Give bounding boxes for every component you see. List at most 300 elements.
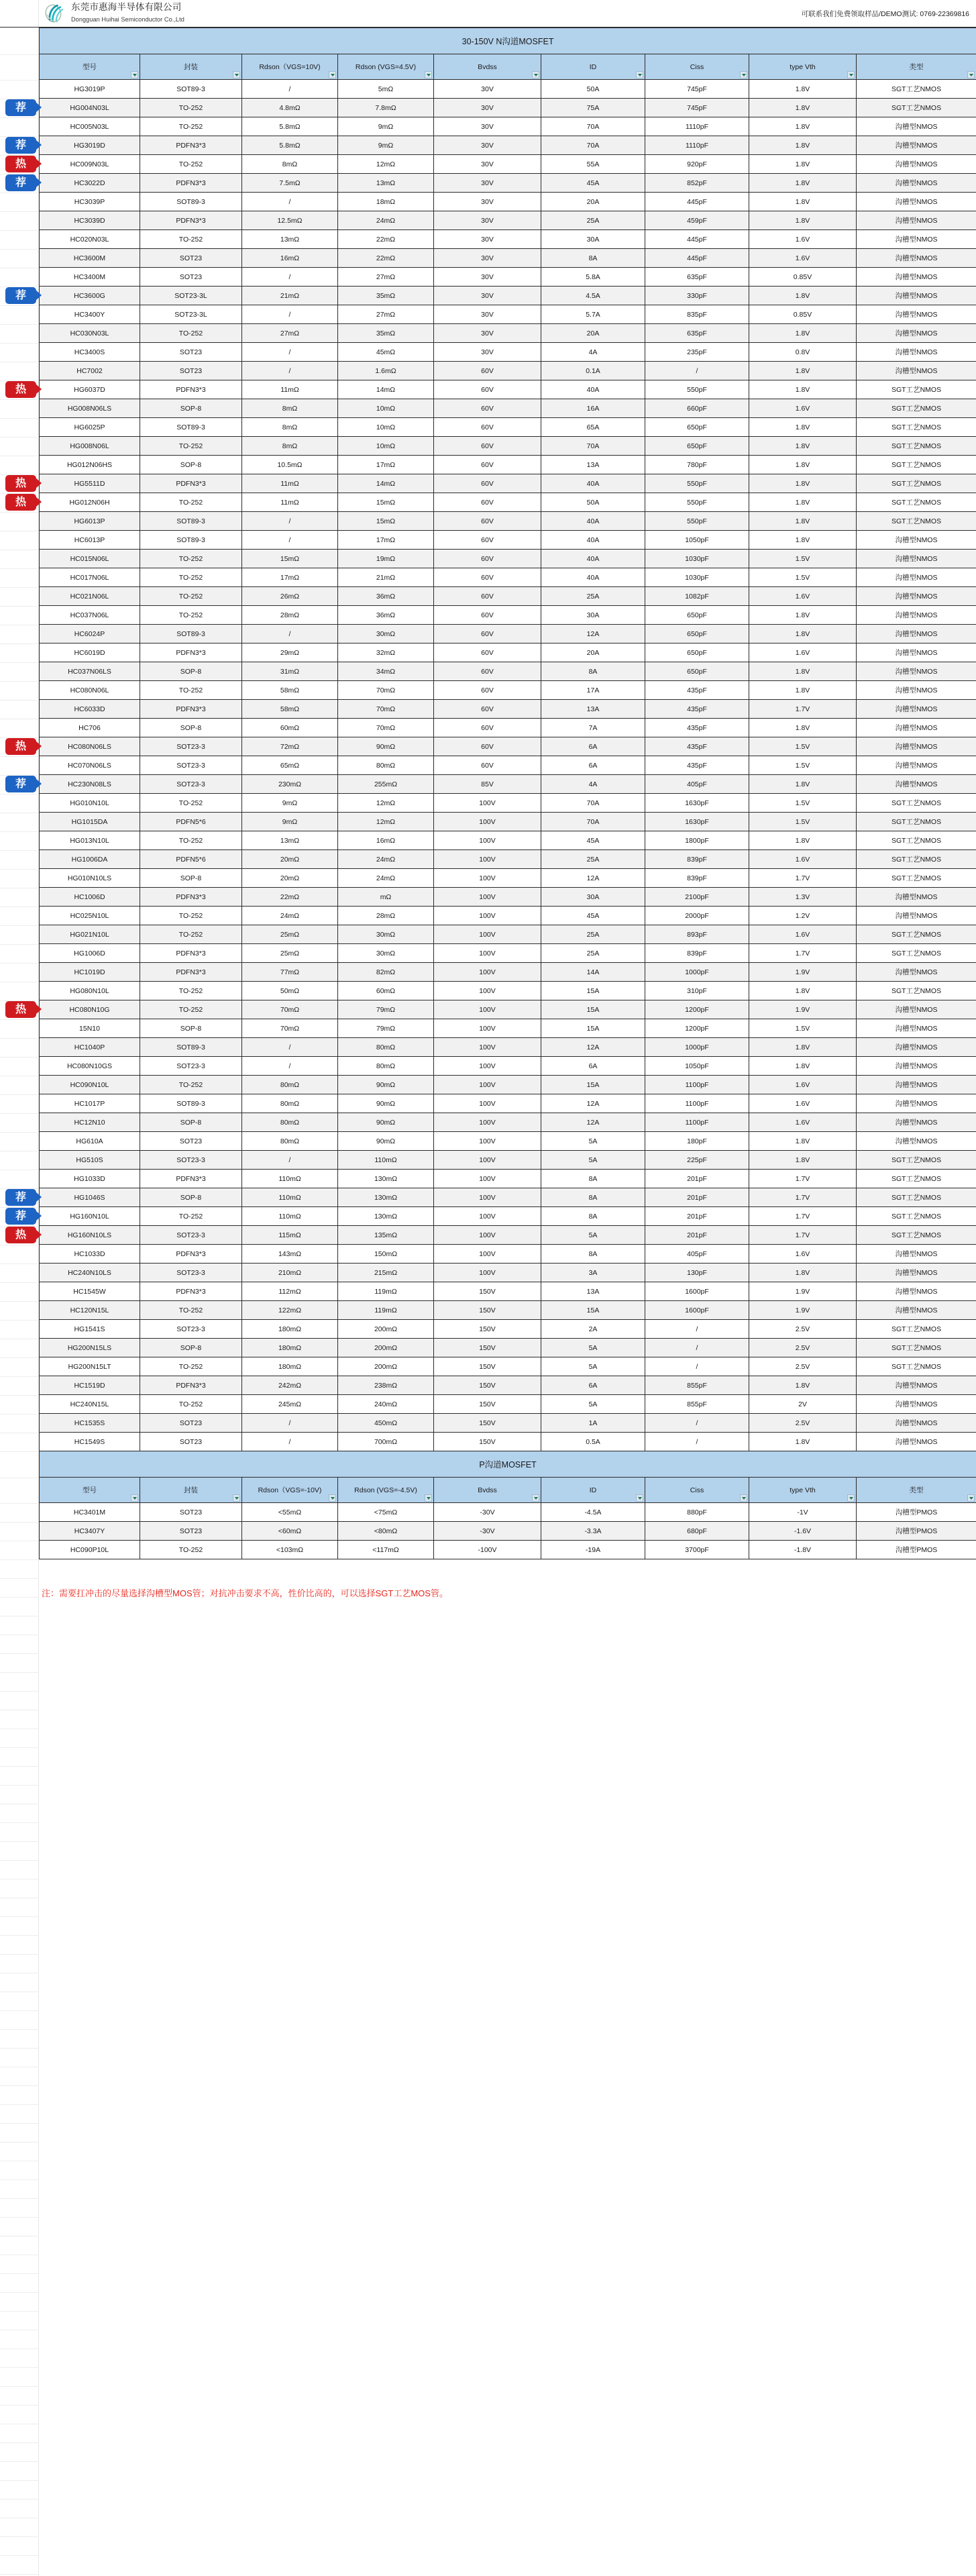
table-row[interactable] xyxy=(40,193,976,211)
filter-dropdown-icon[interactable] xyxy=(967,71,975,79)
gutter-row-line xyxy=(0,2292,39,2293)
cell-type: 沟槽型NMOS xyxy=(857,531,976,550)
cell-vth: 2.5V xyxy=(749,1414,857,1433)
cell-package: PDFN3*3 xyxy=(140,1282,242,1301)
table-row[interactable] xyxy=(40,399,976,418)
cell-id: 55A xyxy=(541,155,645,174)
table-row[interactable] xyxy=(40,869,976,888)
table-row[interactable] xyxy=(40,80,976,99)
cell-type: 沟槽型NMOS xyxy=(857,1245,976,1264)
cell-model: HC3400S xyxy=(40,343,140,362)
table-row[interactable] xyxy=(40,550,976,568)
cell-rdson10: 80mΩ xyxy=(242,1132,338,1151)
table-row[interactable] xyxy=(40,1057,976,1076)
table-row[interactable] xyxy=(40,493,976,512)
gutter-row-line xyxy=(0,756,39,757)
hot-badge: 热 xyxy=(5,475,36,492)
hot-badge: 热 xyxy=(5,494,36,511)
cell-package: SOP-8 xyxy=(140,719,242,737)
cell-package: TO-252 xyxy=(140,550,242,568)
cell-model: HC3401M xyxy=(40,1503,140,1522)
gutter-row-line xyxy=(0,80,39,81)
column-header: 封装 xyxy=(140,1478,242,1503)
cell-bvdss: 85V xyxy=(434,775,541,794)
table-row[interactable] xyxy=(40,1264,976,1282)
cell-ciss: 1600pF xyxy=(645,1301,749,1320)
cell-package: SOT89-3 xyxy=(140,80,242,99)
cell-model: HC3407Y xyxy=(40,1522,140,1541)
cell-rdson10: 230mΩ xyxy=(242,775,338,794)
gutter-row-line xyxy=(0,1822,39,1823)
cell-type: 沟槽型PMOS xyxy=(857,1503,976,1522)
table-row[interactable] xyxy=(40,437,976,456)
cell-rdson10: 12.5mΩ xyxy=(242,211,338,230)
cell-type: 沟槽型NMOS xyxy=(857,249,976,268)
cell-package: PDFN3*3 xyxy=(140,1376,242,1395)
filter-dropdown-icon[interactable] xyxy=(131,71,138,79)
cell-vth: 1.8V xyxy=(749,493,857,512)
cell-vth: 1.8V xyxy=(749,437,857,456)
cell-rdson10: / xyxy=(242,625,338,643)
cell-model: HC7002 xyxy=(40,362,140,380)
cell-ciss: 225pF xyxy=(645,1151,749,1170)
contact-info: 可联系我们免费领取样品/DEMO测试: 0769-22369816 xyxy=(801,10,969,18)
cell-vth: 1.7V xyxy=(749,1226,857,1245)
cell-vth: 1.8V xyxy=(749,1038,857,1057)
filter-dropdown-icon[interactable] xyxy=(636,1494,643,1502)
cell-rdson10: 210mΩ xyxy=(242,1264,338,1282)
filter-dropdown-icon[interactable] xyxy=(131,1494,138,1502)
cell-ciss: 1100pF xyxy=(645,1094,749,1113)
table-row[interactable] xyxy=(40,737,976,756)
column-header: Rdson (VGS=4.5V) xyxy=(338,54,434,80)
cell-bvdss: 60V xyxy=(434,474,541,493)
table-row[interactable] xyxy=(40,155,976,174)
footer-note: 注：需要扛冲击的尽量选择沟槽型MOS管；对抗冲击要求不高，性价比高的，可以选择SGT工艺MOS管。 xyxy=(42,1588,448,1598)
table-row[interactable] xyxy=(40,249,976,268)
table-row[interactable] xyxy=(40,756,976,775)
table-row[interactable] xyxy=(40,925,976,944)
table-row[interactable] xyxy=(40,1245,976,1264)
cell-type: 沟槽型NMOS xyxy=(857,700,976,719)
table-row[interactable] xyxy=(40,287,976,305)
table-row[interactable] xyxy=(40,418,976,437)
table-row[interactable] xyxy=(40,1151,976,1170)
table-row[interactable] xyxy=(40,625,976,643)
cell-bvdss: 60V xyxy=(434,512,541,531)
gutter-row-line xyxy=(0,512,39,513)
cell-rdson10: 16mΩ xyxy=(242,249,338,268)
cell-id: 25A xyxy=(541,850,645,869)
cell-model: HG012N06H xyxy=(40,493,140,512)
cell-vth: 1.8V xyxy=(749,1433,857,1451)
cell-package: PDFN3*3 xyxy=(140,136,242,155)
cell-ciss: 1200pF xyxy=(645,1019,749,1038)
cell-model: HG5511D xyxy=(40,474,140,493)
cell-bvdss: 100V xyxy=(434,1151,541,1170)
cell-package: SOT23-3 xyxy=(140,775,242,794)
filter-dropdown-icon[interactable] xyxy=(847,71,855,79)
cell-package: PDFN5*6 xyxy=(140,813,242,831)
cell-ciss: 1630pF xyxy=(645,794,749,813)
cell-package: PDFN3*3 xyxy=(140,1245,242,1264)
cell-type: 沟槽型NMOS xyxy=(857,1019,976,1038)
cell-model: HC1519D xyxy=(40,1376,140,1395)
table-row[interactable] xyxy=(40,587,976,606)
cell-model: HC1549S xyxy=(40,1433,140,1451)
cell-vth: 1.8V xyxy=(749,662,857,681)
cell-id: 5A xyxy=(541,1395,645,1414)
filter-dropdown-icon[interactable] xyxy=(847,1494,855,1502)
gutter-row-line xyxy=(0,1578,39,1579)
filter-dropdown-icon[interactable] xyxy=(967,1494,975,1502)
cell-ciss: 201pF xyxy=(645,1170,749,1188)
cell-type: SGT工艺NMOS xyxy=(857,982,976,1000)
column-header: ID xyxy=(541,54,645,80)
table-row[interactable] xyxy=(40,813,976,831)
table-row[interactable] xyxy=(40,982,976,1000)
filter-dropdown-icon[interactable] xyxy=(329,71,336,79)
table-row[interactable] xyxy=(40,362,976,380)
column-header: Bvdss xyxy=(434,54,541,80)
table-row[interactable] xyxy=(40,681,976,700)
table-row[interactable] xyxy=(40,643,976,662)
cell-rdson10: 58mΩ xyxy=(242,681,338,700)
table-row[interactable] xyxy=(40,775,976,794)
cell-id: 70A xyxy=(541,136,645,155)
table-row[interactable] xyxy=(40,1170,976,1188)
table-row[interactable] xyxy=(40,606,976,625)
cell-bvdss: 100V xyxy=(434,1019,541,1038)
gutter-row-line xyxy=(0,662,39,663)
cell-ciss: 1050pF xyxy=(645,1057,749,1076)
column-header: Rdson (VGS=-4.5V) xyxy=(338,1478,434,1503)
filter-dropdown-icon[interactable] xyxy=(636,71,643,79)
cell-vth: 2.5V xyxy=(749,1357,857,1376)
table-row[interactable] xyxy=(40,944,976,963)
table-row[interactable] xyxy=(40,907,976,925)
table-row[interactable] xyxy=(40,1395,976,1414)
cell-model: HC3039D xyxy=(40,211,140,230)
cell-vth: 1.8V xyxy=(749,982,857,1000)
table-row[interactable] xyxy=(40,568,976,587)
column-header: 型号 xyxy=(40,1478,140,1503)
cell-bvdss: 60V xyxy=(434,681,541,700)
cell-package: SOT89-3 xyxy=(140,531,242,550)
gutter-row-line xyxy=(0,1357,39,1358)
cell-ciss: 635pF xyxy=(645,268,749,287)
cell-type: 沟槽型NMOS xyxy=(857,117,976,136)
cell-rdson10: / xyxy=(242,362,338,380)
table-row[interactable] xyxy=(40,1541,976,1559)
table-row[interactable] xyxy=(40,1320,976,1339)
cell-bvdss: 30V xyxy=(434,99,541,117)
cell-type: SGT工艺NMOS xyxy=(857,1151,976,1170)
cell-id: 15A xyxy=(541,1000,645,1019)
table-row[interactable] xyxy=(40,474,976,493)
cell-rdson45: 10mΩ xyxy=(338,437,434,456)
column-header: Ciss xyxy=(645,54,749,80)
cell-ciss: 435pF xyxy=(645,737,749,756)
table-row[interactable] xyxy=(40,1282,976,1301)
cell-vth: 1.8V xyxy=(749,1151,857,1170)
cell-vth: 1.6V xyxy=(749,925,857,944)
cell-bvdss: 150V xyxy=(434,1301,541,1320)
cell-type: 沟槽型NMOS xyxy=(857,174,976,193)
cell-package: SOT23-3L xyxy=(140,287,242,305)
cell-bvdss: -30V xyxy=(434,1503,541,1522)
cell-id: 1A xyxy=(541,1414,645,1433)
cell-vth: 1.8V xyxy=(749,456,857,474)
cell-vth: 1.8V xyxy=(749,681,857,700)
table-row[interactable] xyxy=(40,963,976,982)
cell-id: 40A xyxy=(541,550,645,568)
table-row[interactable] xyxy=(40,1357,976,1376)
cell-model: HC005N03L xyxy=(40,117,140,136)
filter-dropdown-icon[interactable] xyxy=(329,1494,336,1502)
table-row[interactable] xyxy=(40,888,976,907)
cell-id: 6A xyxy=(541,737,645,756)
filter-dropdown-icon[interactable] xyxy=(740,71,747,79)
table-row[interactable] xyxy=(40,211,976,230)
filter-dropdown-icon[interactable] xyxy=(532,71,539,79)
cell-rdson45: 90mΩ xyxy=(338,1076,434,1094)
cell-ciss: 920pF xyxy=(645,155,749,174)
filter-dropdown-icon[interactable] xyxy=(233,1494,240,1502)
cell-ciss: 435pF xyxy=(645,681,749,700)
table-row[interactable] xyxy=(40,1132,976,1151)
cell-package: TO-252 xyxy=(140,324,242,343)
table-row[interactable] xyxy=(40,1019,976,1038)
cell-type: SGT工艺NMOS xyxy=(857,925,976,944)
cell-model: HG1006D xyxy=(40,944,140,963)
gutter-row-line xyxy=(0,2367,39,2368)
gutter-row-line xyxy=(0,1503,39,1504)
cell-model: HC037N06L xyxy=(40,606,140,625)
cell-id: 12A xyxy=(541,625,645,643)
table-row[interactable] xyxy=(40,117,976,136)
cell-type: SGT工艺NMOS xyxy=(857,380,976,399)
cell-type: 沟槽型NMOS xyxy=(857,305,976,324)
cell-rdson45: 22mΩ xyxy=(338,249,434,268)
cell-ciss: / xyxy=(645,1357,749,1376)
cell-bvdss: 30V xyxy=(434,268,541,287)
cell-id: 5A xyxy=(541,1226,645,1245)
cell-id: 3A xyxy=(541,1264,645,1282)
cell-rdson10: 26mΩ xyxy=(242,587,338,606)
cell-rdson45: 14mΩ xyxy=(338,380,434,399)
cell-rdson45: 80mΩ xyxy=(338,756,434,775)
table-row[interactable] xyxy=(40,1000,976,1019)
table-row[interactable] xyxy=(40,324,976,343)
cell-rdson10: 112mΩ xyxy=(242,1282,338,1301)
table-row[interactable] xyxy=(40,99,976,117)
gutter-row-line xyxy=(0,1672,39,1673)
cell-model: HC3022D xyxy=(40,174,140,193)
cell-rdson10: / xyxy=(242,343,338,362)
cell-ciss: 893pF xyxy=(645,925,749,944)
cell-model: HC025N10L xyxy=(40,907,140,925)
cell-bvdss: 100V xyxy=(434,813,541,831)
table-row[interactable] xyxy=(40,456,976,474)
cell-id: 2A xyxy=(541,1320,645,1339)
cell-ciss: 650pF xyxy=(645,437,749,456)
cell-rdson10: 180mΩ xyxy=(242,1339,338,1357)
cell-rdson45: 90mΩ xyxy=(338,737,434,756)
table-row[interactable] xyxy=(40,662,976,681)
cell-type: SGT工艺NMOS xyxy=(857,80,976,99)
cell-rdson10: 20mΩ xyxy=(242,850,338,869)
gutter-row-line xyxy=(0,54,39,55)
table-row[interactable] xyxy=(40,1339,976,1357)
cell-ciss: 635pF xyxy=(645,324,749,343)
gutter-row-line xyxy=(0,1282,39,1283)
filter-dropdown-icon[interactable] xyxy=(233,71,240,79)
cell-model: HG080N10L xyxy=(40,982,140,1000)
cell-type: 沟槽型NMOS xyxy=(857,1376,976,1395)
gutter-row-line xyxy=(0,1522,39,1523)
table-row[interactable] xyxy=(40,136,976,155)
cell-vth: 1.8V xyxy=(749,362,857,380)
table-row[interactable] xyxy=(40,1414,976,1433)
cell-package: SOT23 xyxy=(140,1433,242,1451)
cell-model: HC080N06L xyxy=(40,681,140,700)
table-row[interactable] xyxy=(40,268,976,287)
cell-vth: 1.8V xyxy=(749,80,857,99)
cell-rdson10: 13mΩ xyxy=(242,230,338,249)
cell-vth: 1.8V xyxy=(749,474,857,493)
hot-badge: 热 xyxy=(5,381,36,398)
hot-badge: 热 xyxy=(5,156,36,172)
cell-type: SGT工艺NMOS xyxy=(857,1320,976,1339)
cell-model: HG004N03L xyxy=(40,99,140,117)
cell-ciss: 1110pF xyxy=(645,136,749,155)
table-row[interactable] xyxy=(40,1301,976,1320)
cell-rdson45: 9mΩ xyxy=(338,117,434,136)
cell-bvdss: 100V xyxy=(434,1038,541,1057)
table-row[interactable] xyxy=(40,1113,976,1132)
table-row[interactable] xyxy=(40,1188,976,1207)
filter-dropdown-icon[interactable] xyxy=(425,1494,432,1502)
table-row[interactable] xyxy=(40,380,976,399)
cell-type: 沟槽型NMOS xyxy=(857,662,976,681)
cell-type: 沟槽型PMOS xyxy=(857,1522,976,1541)
cell-package: PDFN3*3 xyxy=(140,643,242,662)
cell-rdson10: 11mΩ xyxy=(242,493,338,512)
table-row[interactable] xyxy=(40,1076,976,1094)
cell-ciss: 445pF xyxy=(645,230,749,249)
cell-bvdss: 30V xyxy=(434,324,541,343)
cell-rdson45: 70mΩ xyxy=(338,681,434,700)
cell-ciss: 1630pF xyxy=(645,813,749,831)
cell-bvdss: 30V xyxy=(434,136,541,155)
cell-package: SOP-8 xyxy=(140,662,242,681)
gutter-row-line xyxy=(0,1559,39,1560)
table-row[interactable] xyxy=(40,512,976,531)
cell-rdson45: 18mΩ xyxy=(338,193,434,211)
cell-rdson45: 70mΩ xyxy=(338,719,434,737)
cell-rdson45: 119mΩ xyxy=(338,1301,434,1320)
cell-package: SOT23 xyxy=(140,1503,242,1522)
cell-id: 30A xyxy=(541,230,645,249)
table-row[interactable] xyxy=(40,230,976,249)
cell-rdson45: 24mΩ xyxy=(338,850,434,869)
cell-vth: 1.5V xyxy=(749,756,857,775)
table-row[interactable] xyxy=(40,1038,976,1057)
cell-type: 沟槽型NMOS xyxy=(857,1132,976,1151)
table-row[interactable] xyxy=(40,1207,976,1226)
cell-bvdss: 100V xyxy=(434,982,541,1000)
gutter-row-line xyxy=(0,2461,39,2462)
cell-model: HC037N06LS xyxy=(40,662,140,681)
table-row[interactable] xyxy=(40,1522,976,1541)
gutter-row-line xyxy=(0,2029,39,2030)
cell-ciss: 235pF xyxy=(645,343,749,362)
cell-bvdss: 100V xyxy=(434,1264,541,1282)
cell-package: TO-252 xyxy=(140,568,242,587)
cell-type: 沟槽型NMOS xyxy=(857,362,976,380)
cell-model: HG6037D xyxy=(40,380,140,399)
table-row[interactable] xyxy=(40,794,976,813)
table-row[interactable] xyxy=(40,1433,976,1451)
gutter-row-line xyxy=(0,925,39,926)
cell-package: TO-252 xyxy=(140,1076,242,1094)
table-row[interactable] xyxy=(40,700,976,719)
company-logo-block xyxy=(44,2,184,25)
gutter-row-line xyxy=(0,418,39,419)
cell-vth: 1.6V xyxy=(749,1245,857,1264)
cell-rdson10: 8mΩ xyxy=(242,437,338,456)
table-row[interactable] xyxy=(40,1226,976,1245)
cell-rdson10: 80mΩ xyxy=(242,1113,338,1132)
filter-dropdown-icon[interactable] xyxy=(425,71,432,79)
cell-package: SOT23 xyxy=(140,1132,242,1151)
table-row[interactable] xyxy=(40,174,976,193)
cell-rdson45: 19mΩ xyxy=(338,550,434,568)
cell-ciss: 1110pF xyxy=(645,117,749,136)
table-row[interactable] xyxy=(40,343,976,362)
table-row[interactable] xyxy=(40,831,976,850)
filter-dropdown-icon[interactable] xyxy=(532,1494,539,1502)
column-header: Ciss xyxy=(645,1478,749,1503)
cell-rdson10: 11mΩ xyxy=(242,474,338,493)
filter-dropdown-icon[interactable] xyxy=(740,1494,747,1502)
table-row[interactable] xyxy=(40,1503,976,1522)
cell-model: HG510S xyxy=(40,1151,140,1170)
cell-bvdss: 100V xyxy=(434,925,541,944)
table-row[interactable] xyxy=(40,531,976,550)
gutter-row-line xyxy=(0,2085,39,2086)
cell-rdson10: 60mΩ xyxy=(242,719,338,737)
cell-id: 8A xyxy=(541,1245,645,1264)
table-row[interactable] xyxy=(40,1376,976,1395)
cell-model: HG008N06LS xyxy=(40,399,140,418)
gutter-row-line xyxy=(0,568,39,569)
table-row[interactable] xyxy=(40,305,976,324)
cell-model: HC021N06L xyxy=(40,587,140,606)
table-row[interactable] xyxy=(40,719,976,737)
table-row[interactable] xyxy=(40,850,976,869)
cell-rdson45: 17mΩ xyxy=(338,531,434,550)
cell-model: HC6033D xyxy=(40,700,140,719)
cell-model: HC240N15L xyxy=(40,1395,140,1414)
column-header: Rdson（VGS=10V) xyxy=(242,54,338,80)
table-row[interactable] xyxy=(40,1094,976,1113)
cell-type: SGT工艺NMOS xyxy=(857,1339,976,1357)
cell-ciss: 2000pF xyxy=(645,907,749,925)
mosfet-table-wrap xyxy=(39,28,976,1559)
recommend-badge: 荐 xyxy=(5,99,36,116)
